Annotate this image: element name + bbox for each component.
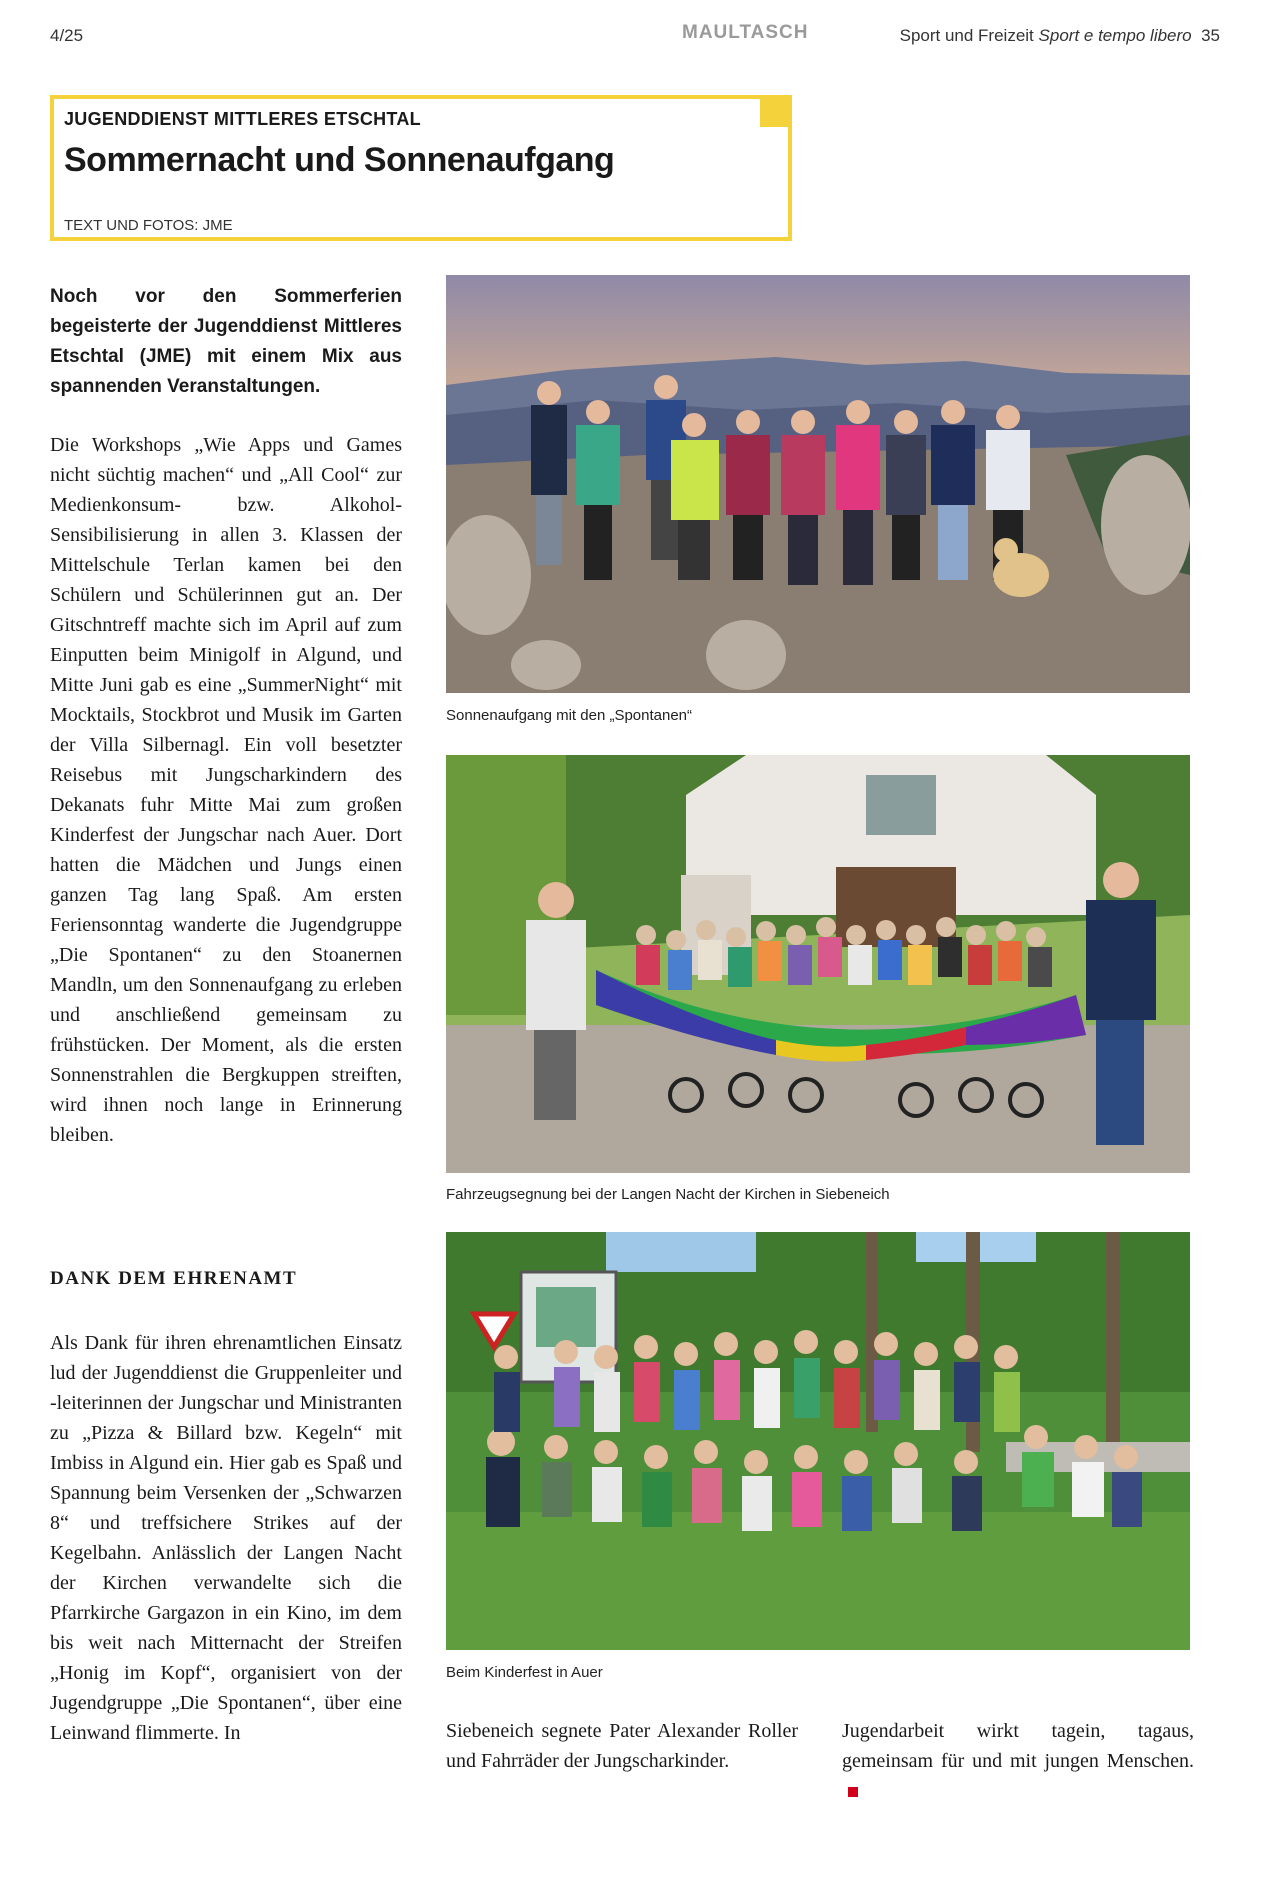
photo-caption-1: Sonnenaufgang mit den „Spontanen“: [446, 707, 693, 724]
photo-vehicle-blessing: [446, 755, 1190, 1173]
photo-sunrise-group: [446, 275, 1190, 693]
subheading: DANK DEM EHRENAMT: [50, 1268, 298, 1289]
article-kicker: JUGENDDIENST MITTLERES ETSCHTAL: [64, 109, 421, 129]
article-body-4: [842, 1716, 1194, 1806]
article-body-3: Siebeneich segnete Pater Alexander Roller und Fahrräder der Jungscharkinder.: [446, 1720, 798, 1772]
page-number: 35: [1201, 26, 1220, 45]
article-body-2: Als Dank für ihren ehrenamtlichen Einsatz lud der Jugenddienst die Gruppenleiter und -leiterinnen der Jungschar und Ministranten zu „Pizza & Billard bzw. Kegeln“ mit Imbiss in Algund ein. Hier gab es Spaß und Spannung beim Versenken der „Schwarzen 8“ und treffsichere Strikes auf der Kegelbahn. Anlässlich der Langen Nacht der Kirchen verwandelte sich die Pfarrkirche Gargazon in ein Kino, im dem bis weit nach Mitternacht der Streifen „Honig im Kopf“, organisiert von der Jugendgruppe „Die Spontanen“, über eine Leinwand flimmerte. In: [50, 1332, 402, 1744]
article-body-1: Die Workshops „Wie Apps und Games nicht süchtig machen“ und „All Cool“ zur Medienkonsum- bzw. Alkohol-Sensibilisierung in allen 3. Klassen der Mittelschule Terlan kamen bei den Schülern und Schülerinnen gut an. Der Gitschntreff machte sich im April auf zum Einputten beim Minigolf in Algund, und Mitte Juni gab es eine „SummerNight“ mit Mocktails, Stockbrot und Musik im Garten der Villa Silbernagl. Ein voll besetzter Reisebus mit Jungscharkindern des Dekanats fuhr Mitte Mai zum großen Kinderfest der Jungschar nach Auer. Dort hatten die Mädchen und Jungs einen ganzen Tag lang Spaß. Am ersten Feriensonntag wanderte die Jugendgruppe „Die Spontanen“ zu den Stoanernen Mandln, um den Sonnenaufgang zu erleben und anschließend gemeinsam zu frühstücken. Der Moment, als die ersten Sonnenstrahlen die Bergkuppen streiften, wird ihnen noch lange in Erinnerung bleiben.: [50, 434, 402, 1146]
section-it: Sport e tempo libero: [1038, 26, 1192, 45]
photo-caption-3: Beim Kinderfest in Auer: [446, 1664, 603, 1681]
end-mark: [848, 1787, 858, 1797]
article-body-4-text: Jugendarbeit wirkt tagein, tagaus, gemeinsam für und mit jungen Menschen.: [842, 1720, 1194, 1772]
photo-childrens-festival: [446, 1232, 1190, 1650]
article-title: Sommernacht und Sonnenaufgang: [64, 141, 615, 179]
section-header: [900, 26, 1220, 46]
title-box: [50, 95, 792, 241]
issue-number: 4/25: [50, 26, 84, 45]
section-de: Sport und Freizeit: [899, 26, 1034, 45]
article-credit: TEXT UND FOTOS: JME: [64, 217, 233, 234]
frame-corner: [760, 99, 788, 127]
magazine-brand: MAULTASCH: [682, 22, 809, 43]
photo-caption-2: Fahrzeugsegnung bei der Langen Nacht der Kirchen in Siebeneich: [446, 1186, 890, 1203]
article-lead: Noch vor den Sommerferien begeisterte der Jugenddienst Mittleres Etschtal (JME) mit einem Mix aus spannenden Veranstaltungen.: [50, 286, 402, 397]
